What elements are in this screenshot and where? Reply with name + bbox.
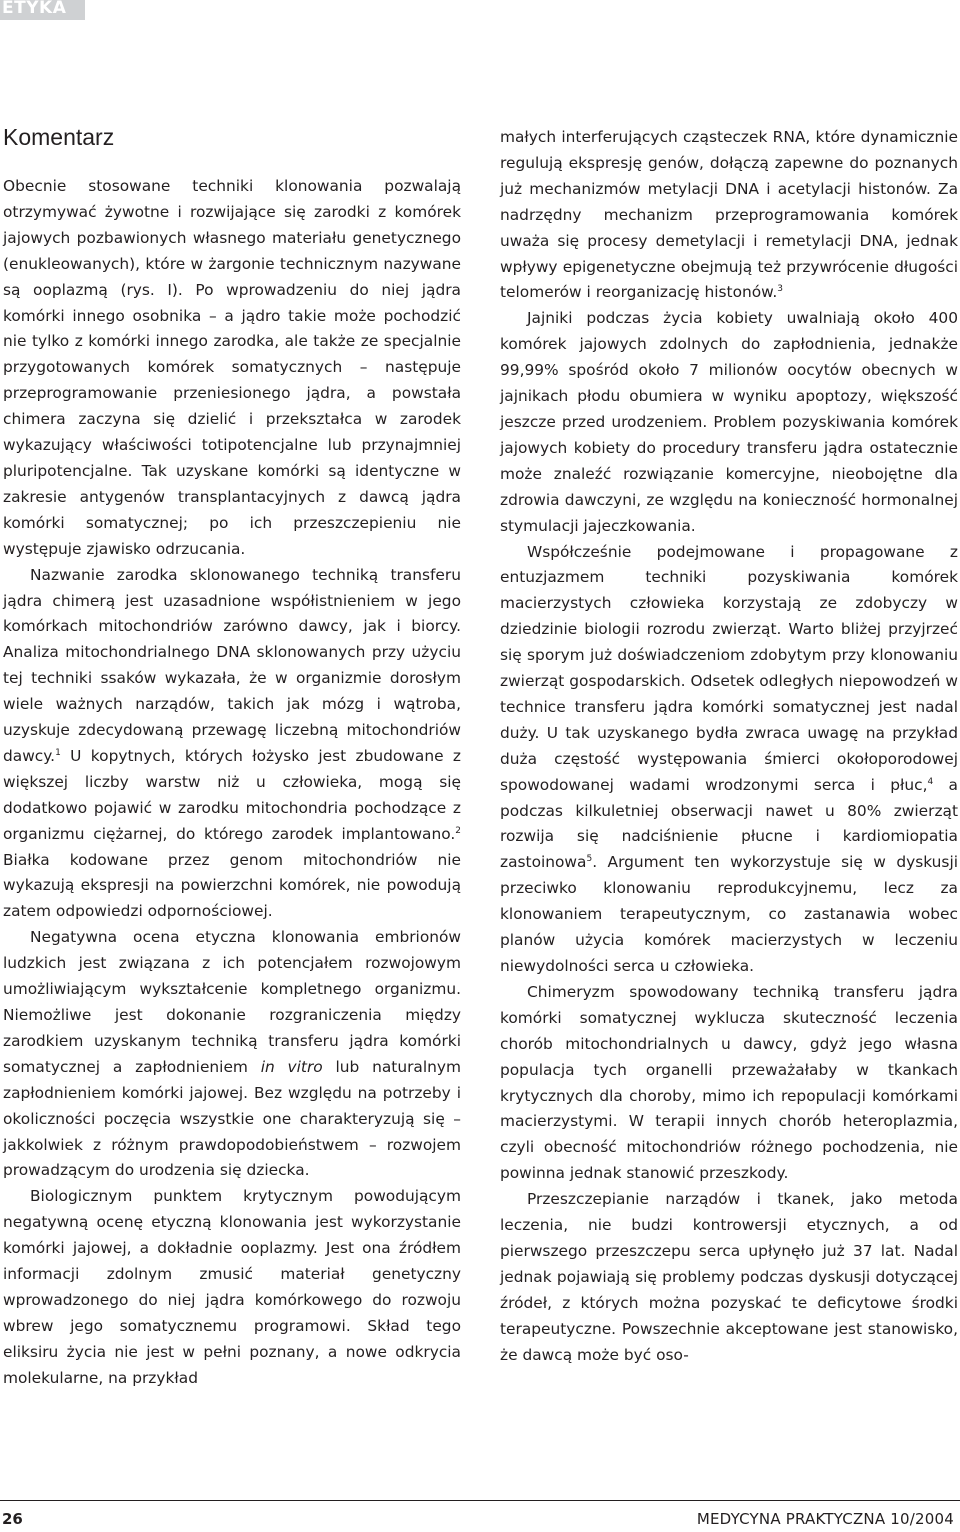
paragraph: Biologicznym punktem krytycznym powodującym negatywną ocenę etyczną klonowania jest wykorzystanie komórki jajowej, a dokładnie ooplazmy. Jest ona źródłem informacji zdolnym zmusić materiał genetyczny wprowadzonego do niej jądra komórkowego do rozwoju wbrew jego somatycznemu programowi. Skład tego eliksiru życia nie jest w pełni poznany, a nowe odkrycia molekularne, na przykład <box>3 1187 461 1387</box>
footnote-ref[interactable]: 2 <box>455 825 461 836</box>
right-column <box>500 125 958 1369</box>
footer-divider <box>0 1500 960 1501</box>
paragraph: Negatywna ocena etyczna klonowania embrionów ludzkich jest związana z ich potencjałem rozwojowym umożliwiającym wykształcenie kompletnego organizmu. Niemożliwe jest dokonanie rozgraniczenia między zarodkiem uzyskanym techniką transferu jądra komórki somatycznej a zapłodnieniem in vitro lub naturalnym zapłodnieniem komórki jajowej. Bez względu na potrzeby i okoliczności poczęcia wszystkie one charakteryzują się – jakkolwiek z różnym prawdopodobieństwem – rozwojem prowadzącym do urodzenia się dziecka. <box>3 928 461 1180</box>
paragraph: Chimeryzm spowodowany techniką transferu jądra komórki somatycznej wyklucza skuteczność leczenia chorób mitochondrialnych u dawcy, gdyż jego własna populacja tych organelli przeważałaby w tkankach krytycznych dla choroby, mimo ich repopulacji komórkami macierzystymi. W terapii innych chorób heteroplazmia, czyli obecność mitochondriów różnego pochodzenia, nie powinna jednak stanowić przeszkody. <box>500 982 958 1183</box>
footnote-ref[interactable]: 4 <box>927 776 934 787</box>
left-column <box>3 174 461 1392</box>
footnote-ref[interactable]: 3 <box>777 284 783 295</box>
paragraph: Jajniki podczas życia kobiety uwalniają około 400 komórek jajowych zdolnych do zapłodnienia, jednakże 99,99% spośród około 7 milionów oocytów obecnych w jajnikach płodu obumiera w wyniku apoptozy, większość jeszcze przed urodzeniem. Problem pozyskiwania komórek jajowych kobiety do procedury transferu jądra ostatecznie może znaleźć rozwiązanie komercyjne, nieobojętne dla zdrowia dawczyni, ze względu na konieczność hormonalnej stymulacji jajeczkowania. <box>500 309 958 535</box>
paragraph: Współcześnie podejmowane i propagowane z entuzjazmem techniki pozyskiwania komórek macierzystych człowieka korzystają ze zdobyczy w dziedzinie biologii rozrodu zwierząt. Warto bliżej przyjrzeć się sporym już doświadczeniom zdobytym przy klonowaniu zwierząt gospodarskich. Odsetek odległych niepowodzeń w technice transferu jądra komórki somatycznej jest nadal duży. U tak uzyskanego bydła zwraca uwagę na przykład duża częstość występowania śmierci okołoporodowej spowodowanej wadami wrodzonymi serca i płuc,$^4$ a podczas kilkuletniej obserwacji nawet u 80% zwierząt rozwija się nadciśnienie płucne i kardiomiopatia zastoinowa$^5$. Argument ten wykorzystuje się w dyskusji przeciwko klonowaniu reprodukcyjnemu, lecz za klonowaniem terapeutycznym, co zastanawia wobec planów użycia komórek macierzystych w leczeniu niewydolności serca u człowieka. <box>500 542 958 975</box>
article-heading: Komentarz <box>3 124 115 150</box>
paragraph: Nazwanie zarodka sklonowanego techniką transferu jądra chimerą jest uzasadnione współistnieniem w jego komórkach mitochondriów zarówno dawcy, jak i biorcy. Analiza mitochondrialnego DNA sklonowanych przy użyciu tej techniki ssaków wykazała, że w organizmie dorosłym wiele ważnych narządów, takich jak mózg i wątroba, uzyskuje zdecydowaną przewagę liczebną mitochondriów dawcy.$^1$ U kopytnych, których łożysko jest zbudowane z większej liczby warstw niż u człowieka, mogą się dodatkowo pojawić w zarodku mitochondria pochodzące z organizmu ciężarnej, do którego zarodek implantowano.$^2$ Białka kodowane przez genom mitochondriów nie wykazują ekspresji na powierzchni komórek, nie powodują zatem odpowiedzi odpornościowej. <box>3 565 461 921</box>
section-header-bar <box>0 0 85 20</box>
paragraph: małych interferujących cząsteczek RNA, które dynamicznie regulują ekspresję genów, dołączą zapewne do poznanych już mechanizmów metylacji DNA i acetylacji histonów. Za nadrzędny mechanizm przeprogramowania komórek uważa się procesy demetylacji i remetylacji DNA, jednak wpływy epigenetyczne obejmują też przywrócenie długości telomerów i reorganizację histonów.$^3$ <box>500 128 958 302</box>
paragraph: Obecnie stosowane techniki klonowania pozwalają otrzymywać żywotne i rozwijające się zarodki z komórek jajowych pozbawionych własnego materiału genetycznego (enukleowanych), które w żargonie technicznym nazywane są ooplazmą (rys. I). Po wprowadzeniu do niej jądra komórki innego osobnika – a jądro takie może pochodzić nie tylko z komórki innego zarodka, ale także ze specjalnie przygotowanych komórek somatycznych – następuje przeprogramowanie przeniesionego jądra, a powstała chimera zaczyna się dzielić i przekształca w zarodek wykazujący właściwości totipotencjalne lub przynajmniej pluripotencjalne. Tak uzyskane komórki są identyczne w zakresie antygenów transplantacyjnych z dawcą jądra komórki somatycznej; po ich przeszczepieniu nie występuje zjawisko odrzucania. <box>3 177 461 558</box>
italic-term: in vitro <box>260 1057 323 1076</box>
footnote-ref[interactable]: 1 <box>55 747 61 758</box>
section-label: ETYKA <box>2 0 67 18</box>
paragraph: Przeszczepianie narządów i tkanek, jako metoda leczenia, nie budzi kontrowersji etycznych, a od pierwszego przeszczepu serca upłynęło już 37 lat. Nadal jednak pojawiają się problemy podczas dyskusji dotyczącej źródeł, z których można pozyskać te deficytowe środki terapeutyczne. Powszechnie akceptowane jest stanowisko, że dawcą może być oso- <box>500 1190 958 1364</box>
journal-name: MEDYCYNA PRAKTYCZNA 10/2004 <box>696 1510 954 1528</box>
page-number: 26 <box>2 1510 23 1528</box>
footnote-ref[interactable]: 5 <box>586 854 593 865</box>
